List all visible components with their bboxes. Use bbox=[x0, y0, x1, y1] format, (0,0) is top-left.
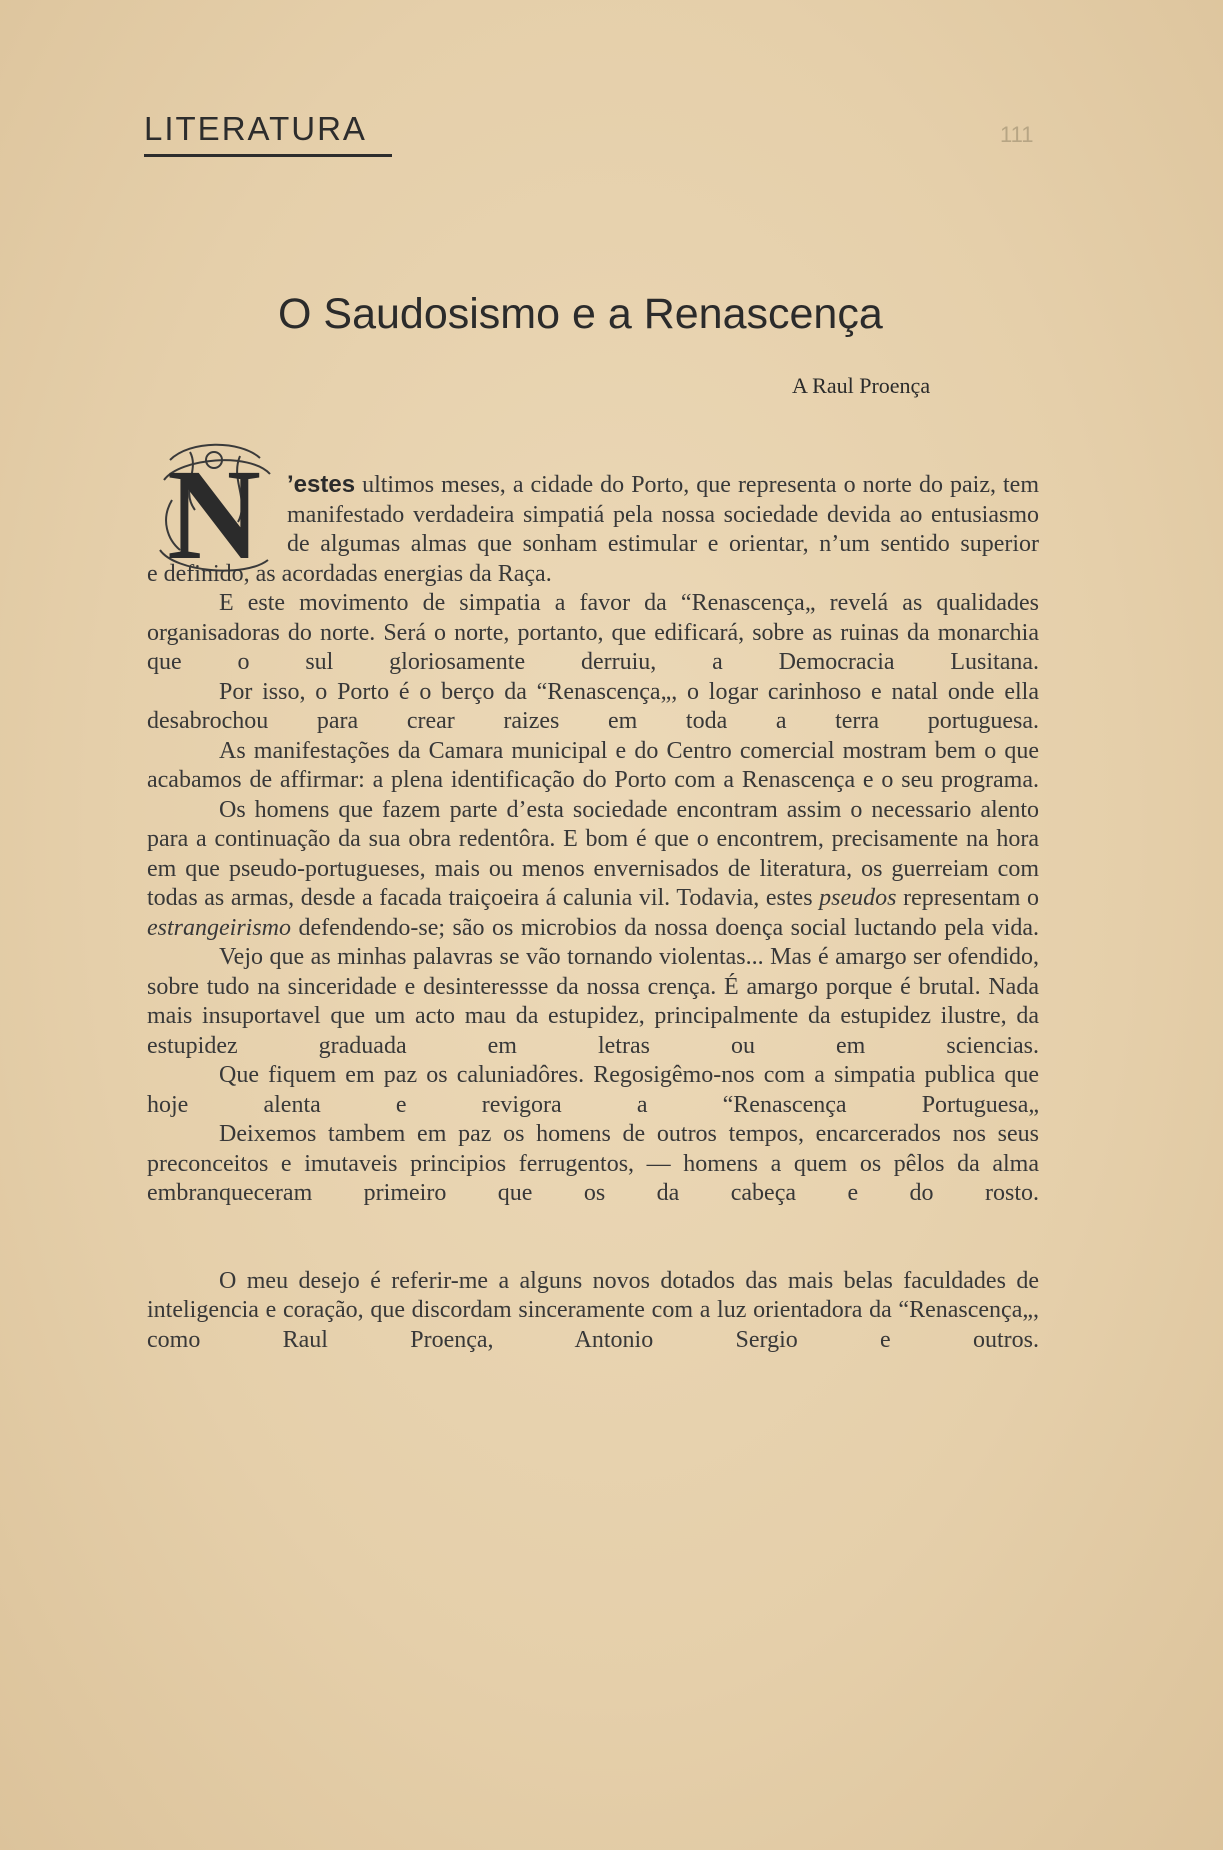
first-word: ’estes bbox=[287, 471, 356, 498]
paragraph-6: Vejo que as minhas palavras se vão tornando violentas... Mas é amargo ser ofendido, sobre tudo na sinceridade e desinteressse da nossa crença. É amargo porque é brutal. Nada mais insuportavel que um acto mau da estupidez, principalmente da estupidez ilustre, da estupidez graduada em letras ou em sciencias. bbox=[147, 944, 1039, 1059]
paragraph-9: O meu desejo é referir-me a alguns novos dotados das mais belas faculdades de inteligencia e coração, que discordam sinceramente com a luz orientadora da “Renascença„, como Raul Proença, Antonio Sergio e outros. bbox=[147, 1267, 1039, 1353]
paragraph-gap bbox=[147, 1209, 1039, 1267]
page-number: 111 bbox=[1000, 122, 1034, 147]
paragraph-7: Que fiquem em paz os caluniadôres. Regosigêmo-nos com a simpatia publica que hoje alenta e revigora a “Renascença Portuguesa„ bbox=[147, 1062, 1039, 1118]
section-title: LITERATURA bbox=[144, 110, 367, 147]
drop-cap-letter: N bbox=[167, 443, 261, 582]
paragraph-1-cont: e definido, as acordadas energias da Raça. bbox=[147, 560, 552, 587]
paragraph-4: As manifestações da Camara municipal e do Centro comercial mostram bem o que acabamos de affirmar: a plena identificação do Porto com a Renascença e o seu programa. bbox=[147, 737, 1039, 793]
paragraph-1: ’estes ultimos meses, a cidade do Porto, que representa o norte do paiz, tem manifestado verdadeira simpatiá pela nossa sociedade devida ao entusiasmo de algumas almas que sonham estimular e orientar, n’um sentido superior bbox=[287, 471, 1039, 557]
paragraph-3: Por isso, o Porto é o berço da “Renascença„, o logar carinhoso e natal onde ella desabrochou para crear raizes em toda a terra portuguesa. bbox=[147, 678, 1039, 734]
article-body bbox=[147, 470, 1039, 1355]
article-title: O Saudosismo e a Renascença bbox=[278, 290, 883, 338]
section-title-underline bbox=[144, 154, 392, 157]
paragraph-5: Os homens que fazem parte d’esta sociedade encontram assim o necessario alento para a continuação da sua obra redentôra. E bom é que o encontrem, precisamente na hora em que pseudo-portugueses, mais ou menos envernisados de literatura, os guerreiam com todas as armas, desde a facada traiçoeira á calunia vil. Todavia, estes pseudos representam o estrangeirismo defendendo-se; são os microbios da nossa doença social luctando pela vida. bbox=[147, 796, 1039, 941]
article-dedication: A Raul Proença bbox=[792, 373, 931, 398]
paragraph-2: E este movimento de simpatia a favor da “Renascença„ revelá as qualidades organisadoras do norte. Será o norte, portanto, que edificará, sobre as ruinas da monarchia que o sul gloriosamente derruiu, a Democracia Lusitana. bbox=[147, 590, 1039, 675]
paragraph-8: Deixemos tambem em paz os homens de outros tempos, encarcerados nos seus preconceitos e imutaveis principios ferrugentos, — homens a quem os pêlos da alma embranqueceram primeiro que os da cabeça e do rosto. bbox=[147, 1121, 1039, 1206]
